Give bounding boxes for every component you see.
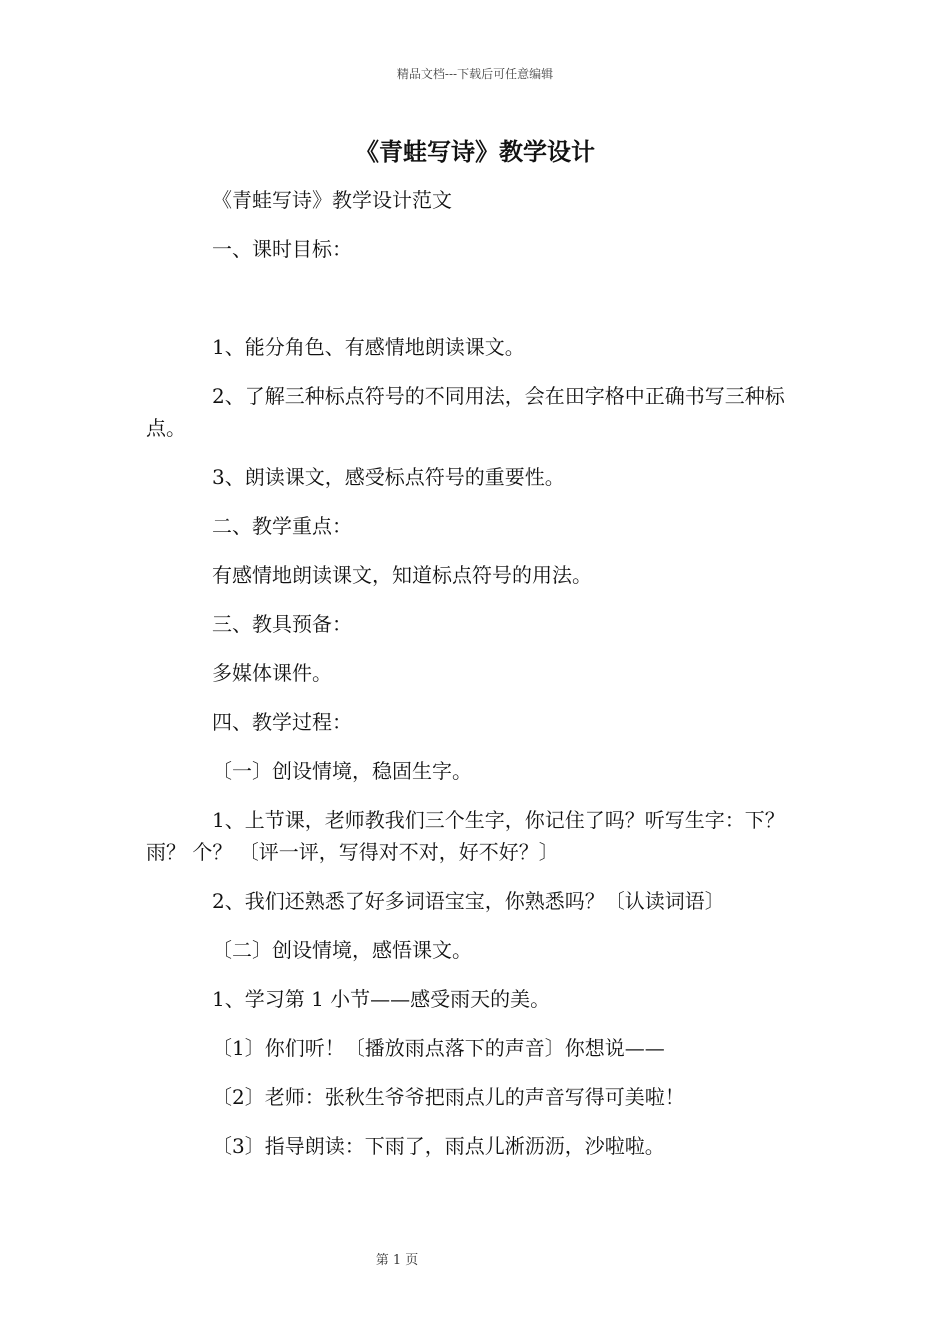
paragraph: 2、了解三种标点符号的不同用法，会在田字格中正确书写三种标点。 [146,384,785,440]
page-header: 精品文档---下载后可任意编辑 [396,67,554,81]
paragraph: 多媒体课件。 [212,661,332,685]
paragraph: 〔2〕老师：张秋生爷爷把雨点儿的声音写得可美啦！ [212,1085,685,1109]
paragraph: 2、我们还熟悉了好多词语宝宝，你熟悉吗？〔认读词语〕 [212,889,725,913]
subsection-heading: 〔二〕创设情境，感悟课文。 [212,938,472,962]
paragraph: 1、学习第 1 小节——感受雨天的美。 [212,987,551,1011]
paragraph: 1、上节课，老师教我们三个生字，你记住了吗？听写生字：下？ 雨？ 个？ 〔评一评，写得对不对，好不好？〕 [146,808,792,864]
page-number: 第 1 页 [375,1253,419,1268]
section-heading: 四、教学过程： [212,710,352,734]
subsection-heading: 〔一〕创设情境，稳固生字。 [212,759,472,783]
section-heading: 二、教学重点： [212,514,352,538]
paragraph: 3、朗读课文，感受标点符号的重要性。 [212,465,565,489]
paragraph: 〔3〕指导朗读：下雨了，雨点儿淅沥沥，沙啦啦。 [212,1134,665,1158]
section-heading: 三、教具预备： [212,612,352,636]
paragraph: 《青蛙写诗》教学设计范文 [212,188,452,212]
paragraph: 〔1〕你们听！〔播放雨点落下的声音〕你想说—— [212,1036,665,1060]
paragraph: 有感情地朗读课文，知道标点符号的用法。 [212,563,592,587]
paragraph: 1、能分角色、有感情地朗读课文。 [212,335,525,359]
section-heading: 一、课时目标： [212,237,352,261]
document-title: 《青蛙写诗》教学设计 [355,137,595,166]
document-body [146,184,810,1179]
